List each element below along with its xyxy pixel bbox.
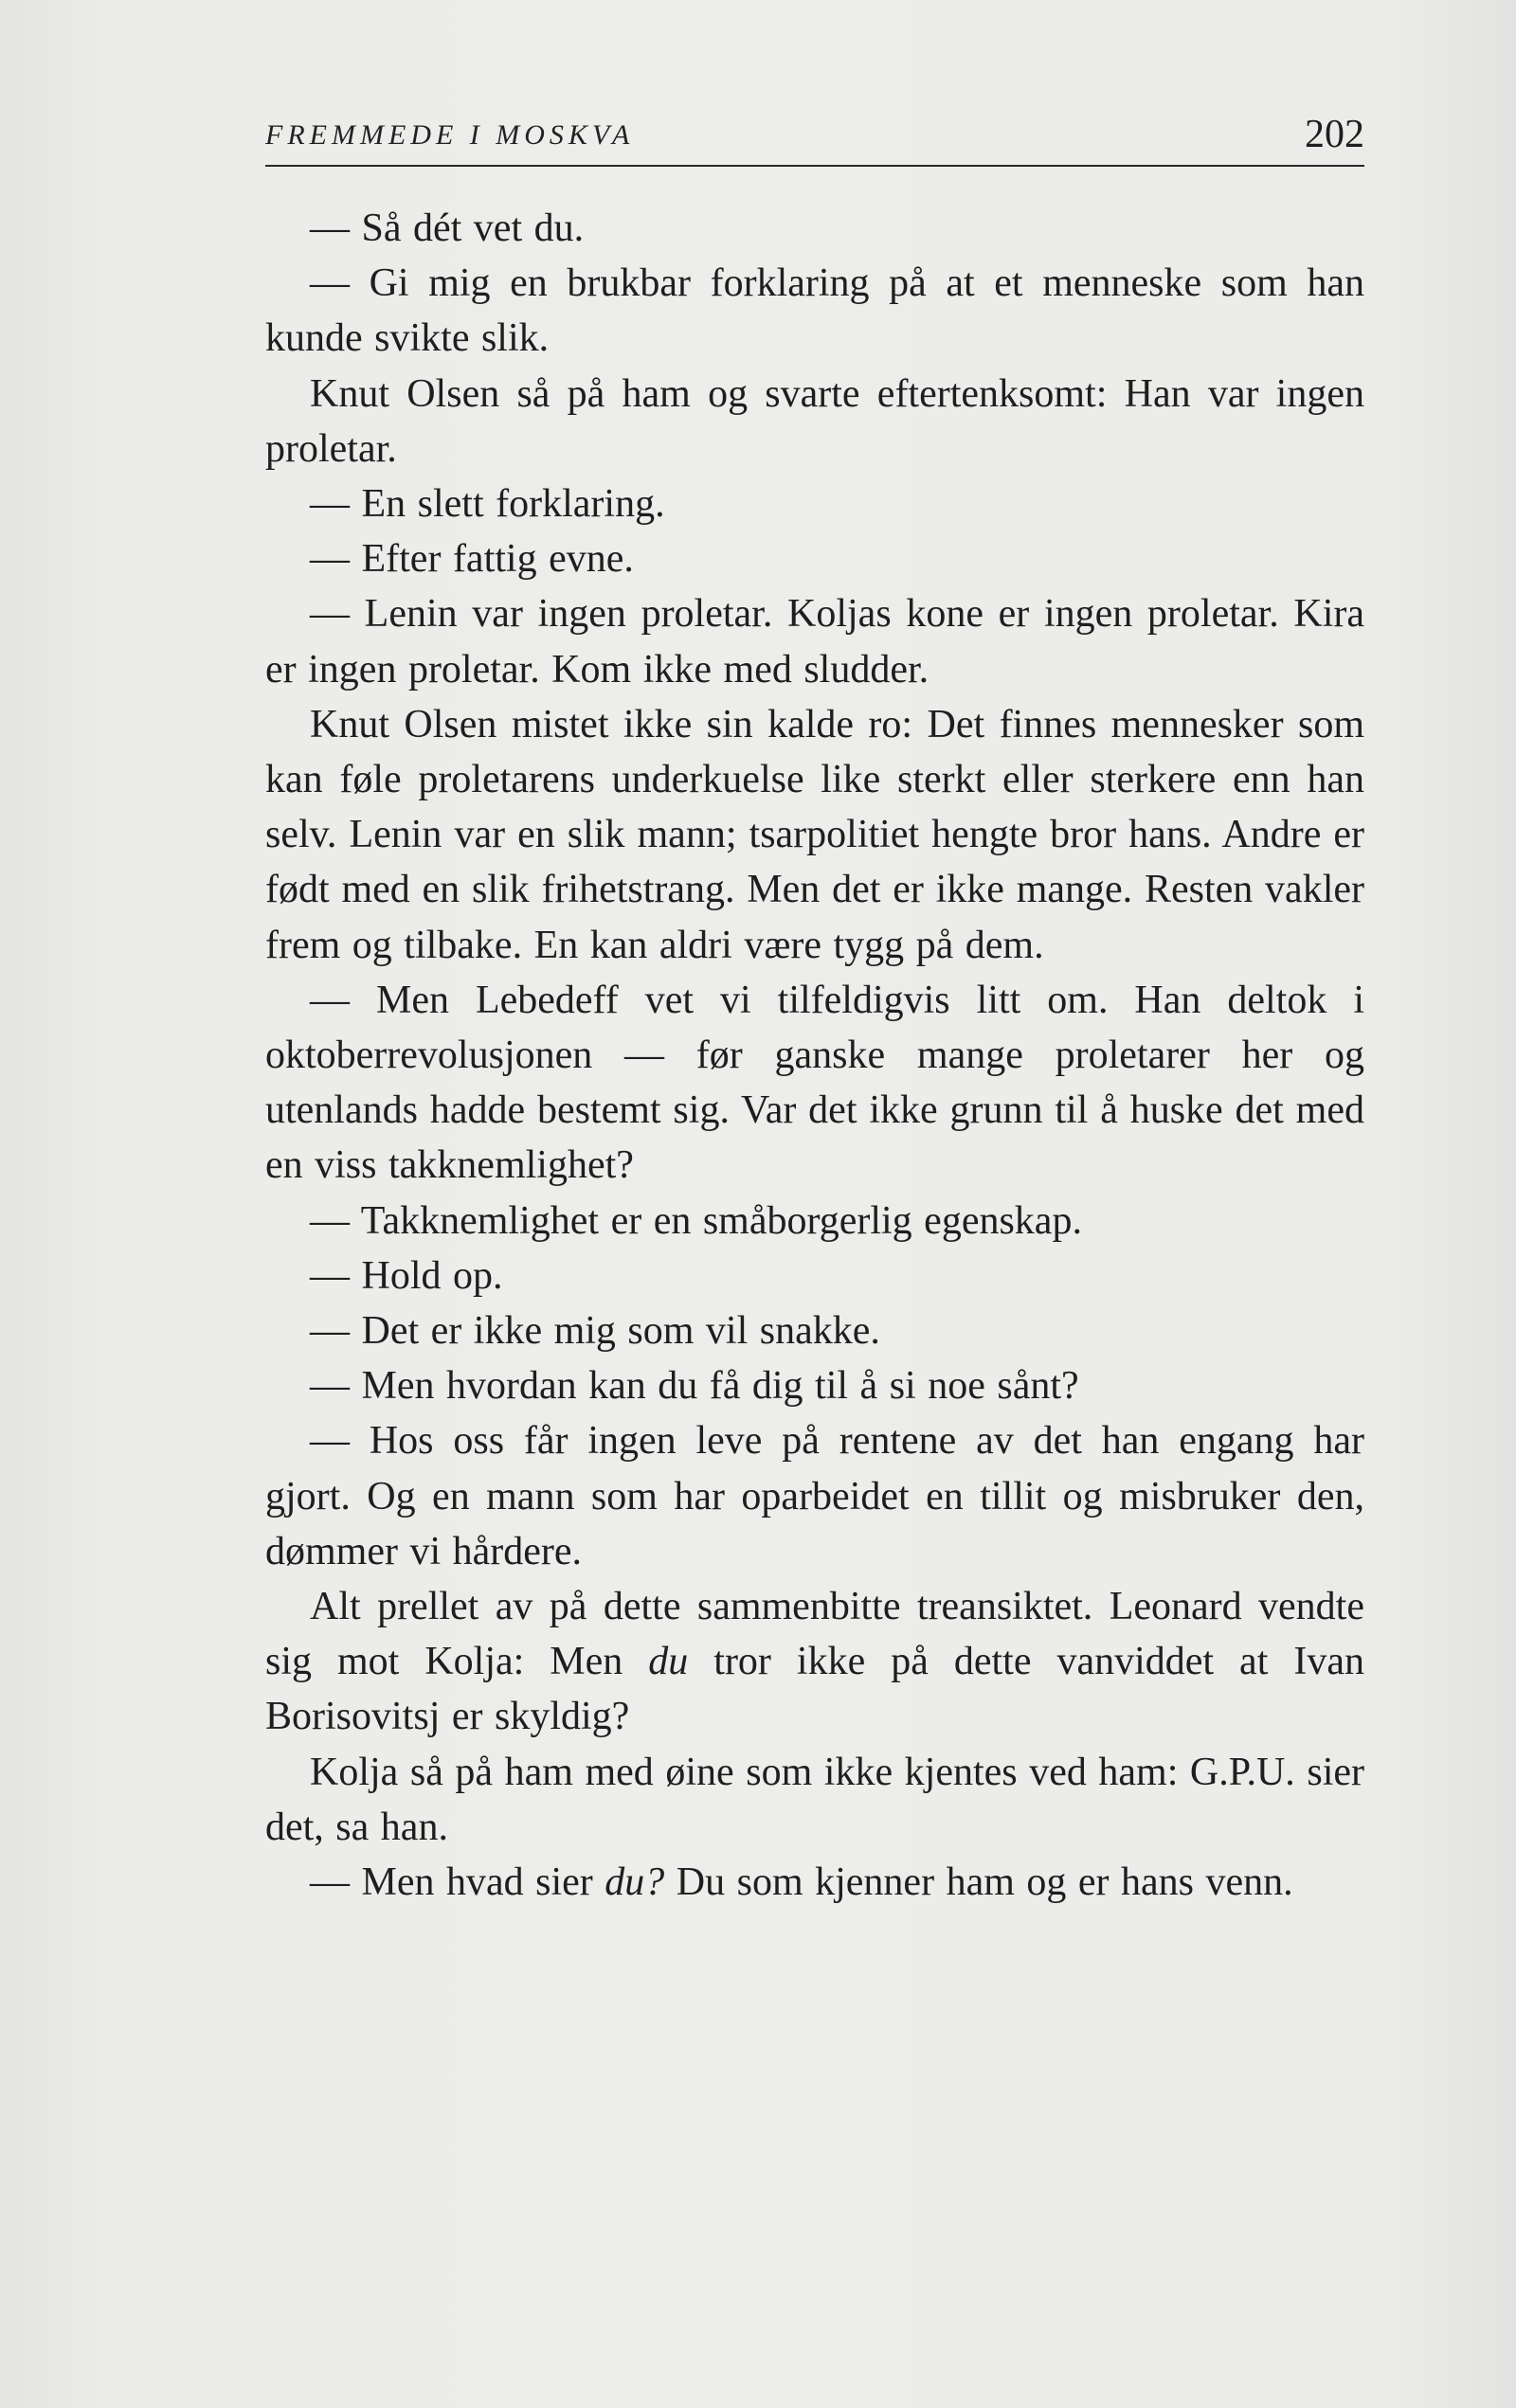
running-title: FREMMEDE I MOSKVA — [265, 119, 635, 151]
paragraph — [265, 1855, 1364, 1910]
emphasis-text: du — [648, 1640, 689, 1684]
paragraph: — Efter fattig evne. — [310, 537, 634, 582]
paragraph: — Lenin var ingen proletar. Koljas kone er ingen proletar. Kira er ingen proletar. Kom ikke med sludder. — [265, 592, 1364, 692]
paragraph-text: — Men hvad sier — [310, 1860, 605, 1905]
emphasis-text: du? — [605, 1860, 665, 1905]
paragraph: Kolja så på ham med øine som ikke kjentes ved ham: G.P.U. sier det, sa han. — [265, 1750, 1364, 1849]
body-text — [265, 201, 1364, 1910]
paragraph: — Men hvordan kan du få dig til å si noe sånt? — [310, 1364, 1079, 1409]
paragraph: Knut Olsen mistet ikke sin kalde ro: Det finnes mennesker som kan føle proletarens underkuelse like sterkt eller sterkere enn han selv. Lenin var en slik mann; tsarpolitiet hengte bror hans. Andre er født med en slik frihetstrang. Men det er ikke mange. Resten vakler frem og tilbake. En kan aldri være tygg på dem. — [265, 702, 1364, 967]
paragraph-text: tror ikke på dette vanviddet at Ivan Borisovitsj er skyldig? — [265, 1640, 1364, 1739]
paragraph: — Hos oss får ingen leve på rentene av det han engang har gjort. Og en mann som har oparbeidet en tillit og misbruker den, dømmer vi hårdere. — [265, 1419, 1364, 1573]
paragraph-text: Du som kjenner ham og er hans venn. — [664, 1860, 1293, 1905]
paragraph: — En slett forklaring. — [310, 482, 665, 527]
paragraph: — Takknemlighet er en småborgerlig egenskap. — [310, 1198, 1082, 1243]
paragraph: — Hold op. — [310, 1253, 503, 1298]
paragraph: — Gi mig en brukbar forklaring på at et menneske som han kunde svikte slik. — [265, 261, 1364, 361]
paragraph: — Men Lebedeff vet vi tilfeldigvis litt om. Han deltok i oktoberrevolusjonen — før ganske mange proletarer her og utenlands hadde bestemt sig. Var det ikke grunn til å huske det med en viss takknemlighet? — [265, 978, 1364, 1188]
paragraph-text: Alt prellet av på dette sammenbitte treansiktet. Leonard vendte sig mot Kolja: Men — [265, 1585, 1364, 1684]
paragraph: — Så dét vet du. — [310, 207, 585, 250]
paragraph: — Det er ikke mig som vil snakke. — [310, 1309, 880, 1354]
page-header — [265, 112, 1364, 167]
paragraph — [265, 1579, 1364, 1745]
page-number: 202 — [1305, 113, 1364, 156]
paragraph: Knut Olsen så på ham og svarte eftertenksomt: Han var ingen proletar. — [265, 371, 1364, 471]
